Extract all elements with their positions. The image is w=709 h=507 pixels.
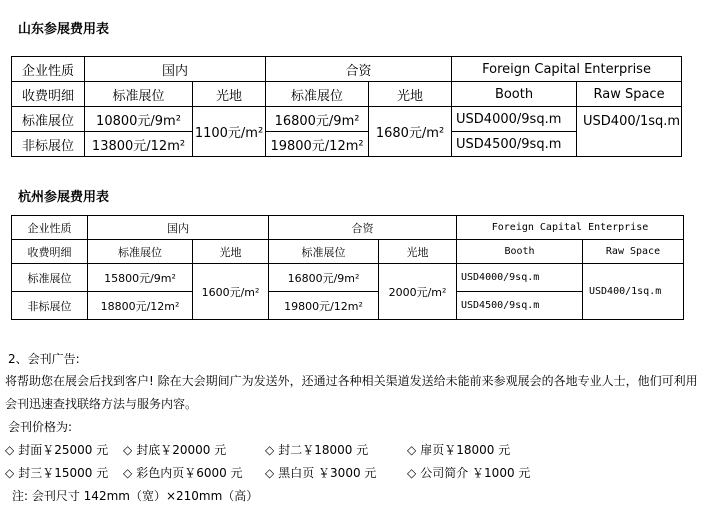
price-title-page: 扉页￥18000 元 <box>420 443 511 457</box>
diamond-bullet-icon: ◇ <box>265 466 275 480</box>
header-fee-detail: 收费明细 <box>12 240 88 264</box>
shandong-fee-table <box>11 56 682 157</box>
ad-description-line-2: 会刊迅速查找联络方法与服务内容。 <box>5 397 198 411</box>
header-foreign-booth: Booth <box>452 82 577 107</box>
row-label-standard-booth: 标准展位 <box>12 107 85 132</box>
foreign-booth-standard-price: USD4000/9sq.m <box>452 107 577 132</box>
price-item <box>407 464 530 481</box>
price-bw-page: 黑白页 ￥3000 元 <box>278 466 377 480</box>
price-item <box>265 441 368 458</box>
joint-nonstandard-price: 19800元/12m² <box>269 292 379 320</box>
price-item <box>5 464 108 481</box>
diamond-bullet-icon: ◇ <box>123 443 133 457</box>
price-item <box>265 464 376 481</box>
domestic-standard-price: 10800元/9m² <box>85 107 193 132</box>
header-enterprise-nature: 企业性质 <box>12 216 88 240</box>
header-joint-raw-space: 光地 <box>369 82 452 107</box>
diamond-bullet-icon: ◇ <box>5 466 15 480</box>
foreign-booth-nonstandard-price: USD4500/9sq.m <box>457 292 583 320</box>
hangzhou-table-title: 杭州参展费用表 <box>18 190 110 205</box>
header-joint-venture: 合资 <box>269 216 457 240</box>
price-front-cover: 封面￥25000 元 <box>18 443 109 457</box>
joint-standard-price: 16800元/9m² <box>269 264 379 292</box>
header-domestic-standard-booth: 标准展位 <box>88 240 193 264</box>
header-foreign-capital: Foreign Capital Enterprise <box>452 57 682 82</box>
foreign-raw-space-price: USD400/1sq.m <box>583 264 684 320</box>
domestic-raw-space-price: 1600元/m² <box>193 264 269 320</box>
header-joint-venture: 合资 <box>266 57 452 82</box>
row-label-nonstandard-booth: 非标展位 <box>12 132 85 157</box>
domestic-nonstandard-price: 18800元/12m² <box>88 292 193 320</box>
joint-raw-space-price: 1680元/m² <box>369 107 452 157</box>
diamond-bullet-icon: ◇ <box>5 443 15 457</box>
header-foreign-booth: Booth <box>457 240 583 264</box>
price-inside-front-cover: 封二￥18000 元 <box>278 443 369 457</box>
header-foreign-raw-space: Raw Space <box>577 82 682 107</box>
ad-description-line-1: 将帮助您在展会后找到客户! 除在大会期间广为发送外，还通过各种相关渠道发送给未能前来参观展会的各地专业人士，他们可利用 <box>5 374 698 388</box>
joint-nonstandard-price: 19800元/12m² <box>266 132 369 157</box>
header-domestic-standard-booth: 标准展位 <box>85 82 193 107</box>
hangzhou-fee-table <box>11 215 684 320</box>
foreign-booth-nonstandard-price: USD4500/9sq.m <box>452 132 577 157</box>
foreign-raw-space-price: USD400/1sq.m <box>577 107 682 157</box>
shandong-table-title: 山东参展费用表 <box>18 22 110 37</box>
header-domestic-raw-space: 光地 <box>193 82 266 107</box>
header-domestic-raw-space: 光地 <box>193 240 269 264</box>
price-item <box>123 464 243 481</box>
price-item <box>123 441 226 458</box>
header-enterprise-nature: 企业性质 <box>12 57 85 82</box>
row-label-nonstandard-booth: 非标展位 <box>12 292 88 320</box>
price-item <box>407 441 510 458</box>
foreign-booth-standard-price: USD4000/9sq.m <box>457 264 583 292</box>
price-color-inner-page: 彩色内页￥6000 元 <box>136 466 243 480</box>
domestic-standard-price: 15800元/9m² <box>88 264 193 292</box>
joint-standard-price: 16800元/9m² <box>266 107 369 132</box>
header-domestic: 国内 <box>85 57 266 82</box>
price-back-cover: 封底￥20000 元 <box>136 443 227 457</box>
price-company-profile: 公司简介 ￥1000 元 <box>420 466 531 480</box>
diamond-bullet-icon: ◇ <box>407 443 417 457</box>
header-foreign-raw-space: Raw Space <box>583 240 684 264</box>
joint-raw-space-price: 2000元/m² <box>379 264 457 320</box>
domestic-raw-space-price: 1100元/m² <box>193 107 266 157</box>
diamond-bullet-icon: ◇ <box>123 466 133 480</box>
ad-section-heading: 2、会刊广告: <box>8 352 80 366</box>
row-label-standard-booth: 标准展位 <box>12 264 88 292</box>
header-foreign-capital: Foreign Capital Enterprise <box>457 216 684 240</box>
size-note: 注: 会刊尺寸 142mm（宽）×210mm（高） <box>12 489 259 503</box>
header-domestic: 国内 <box>88 216 269 240</box>
diamond-bullet-icon: ◇ <box>265 443 275 457</box>
header-joint-standard-booth: 标准展位 <box>266 82 369 107</box>
price-inside-back-cover: 封三￥15000 元 <box>18 466 109 480</box>
header-joint-raw-space: 光地 <box>379 240 457 264</box>
price-item <box>5 441 108 458</box>
diamond-bullet-icon: ◇ <box>407 466 417 480</box>
price-heading: 会刊价格为: <box>8 420 73 434</box>
header-fee-detail: 收费明细 <box>12 82 85 107</box>
header-joint-standard-booth: 标准展位 <box>269 240 379 264</box>
domestic-nonstandard-price: 13800元/12m² <box>85 132 193 157</box>
